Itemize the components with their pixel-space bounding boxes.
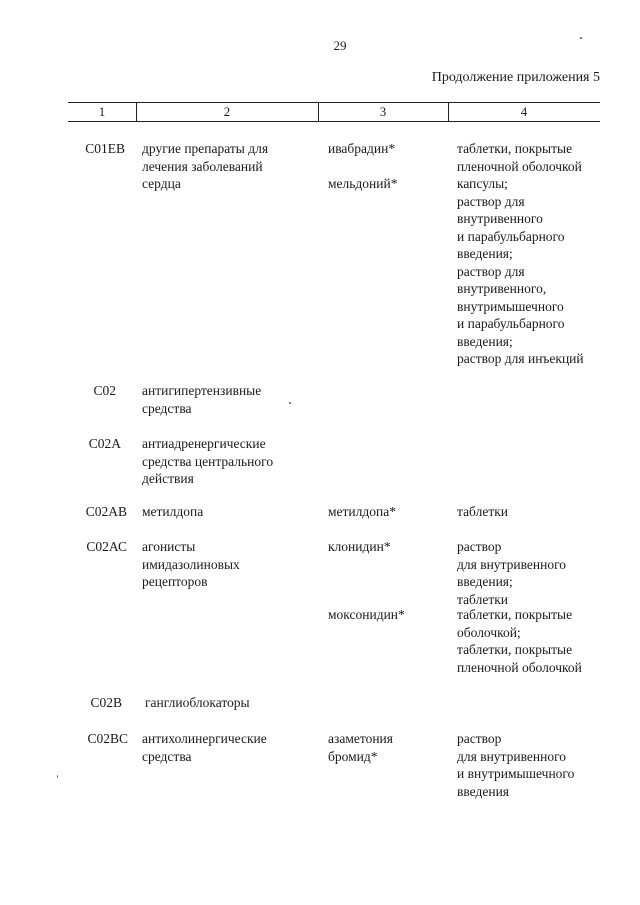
continuation-label: Продолжение приложения 5 <box>431 70 600 85</box>
group-name: антиадренергические средства центрального действия <box>142 436 274 486</box>
dosage-forms: раствор для внутривенного введения; таблетки <box>457 539 567 607</box>
drug-name: азаметония бромид* <box>328 731 393 764</box>
group-name: ганглиоблокаторы <box>145 695 250 710</box>
dosage-forms: таблетки, покрытые пленочной оболочкой <box>457 141 582 174</box>
atc-code: С02ВС <box>87 731 128 746</box>
drug-name: моксонидин* <box>328 607 405 622</box>
group-name: другие препараты для лечения заболеваний сердца <box>142 141 269 191</box>
header-col-2: 2 <box>223 104 231 119</box>
drug-name: ивабрадин* <box>328 141 396 156</box>
scan-speck <box>57 775 58 778</box>
group-name: метилдопа <box>142 504 204 519</box>
dosage-forms: капсулы; раствор для внутривенного и парабульбарного введения; раствор для внутривенного, внутримышечного и парабульбарного введения; раствор для инъекций <box>457 176 584 366</box>
header-col-1: 1 <box>98 104 106 119</box>
page-number: 29 <box>333 38 347 53</box>
group-name: антихолинергические средства <box>142 731 267 764</box>
atc-code: С02А <box>88 436 121 451</box>
header-col-3: 3 <box>379 104 387 119</box>
drug-name: мельдоний* <box>328 176 398 191</box>
atc-code: С01ЕВ <box>85 141 125 156</box>
drug-name: клонидин* <box>328 539 391 554</box>
scan-speck <box>289 402 291 404</box>
atc-code: С02 <box>93 383 116 398</box>
group-name: агонисты имидазолиновых рецепторов <box>142 539 240 589</box>
dosage-forms: таблетки, покрытые оболочкой; таблетки, покрытые пленочной оболочкой <box>457 607 582 675</box>
scan-speck <box>580 37 582 39</box>
drug-name: метилдопа* <box>328 504 396 519</box>
atc-code: С02АВ <box>85 504 127 519</box>
atc-code: С02В <box>90 695 122 710</box>
table-header-row <box>68 102 600 122</box>
group-name: антигипертензивные средства <box>142 383 262 416</box>
dosage-forms: раствор для внутривенного и внутримышечного введения <box>457 731 575 799</box>
atc-code: С02АС <box>86 539 127 554</box>
dosage-forms: таблетки <box>457 504 509 519</box>
header-col-4: 4 <box>520 104 528 119</box>
